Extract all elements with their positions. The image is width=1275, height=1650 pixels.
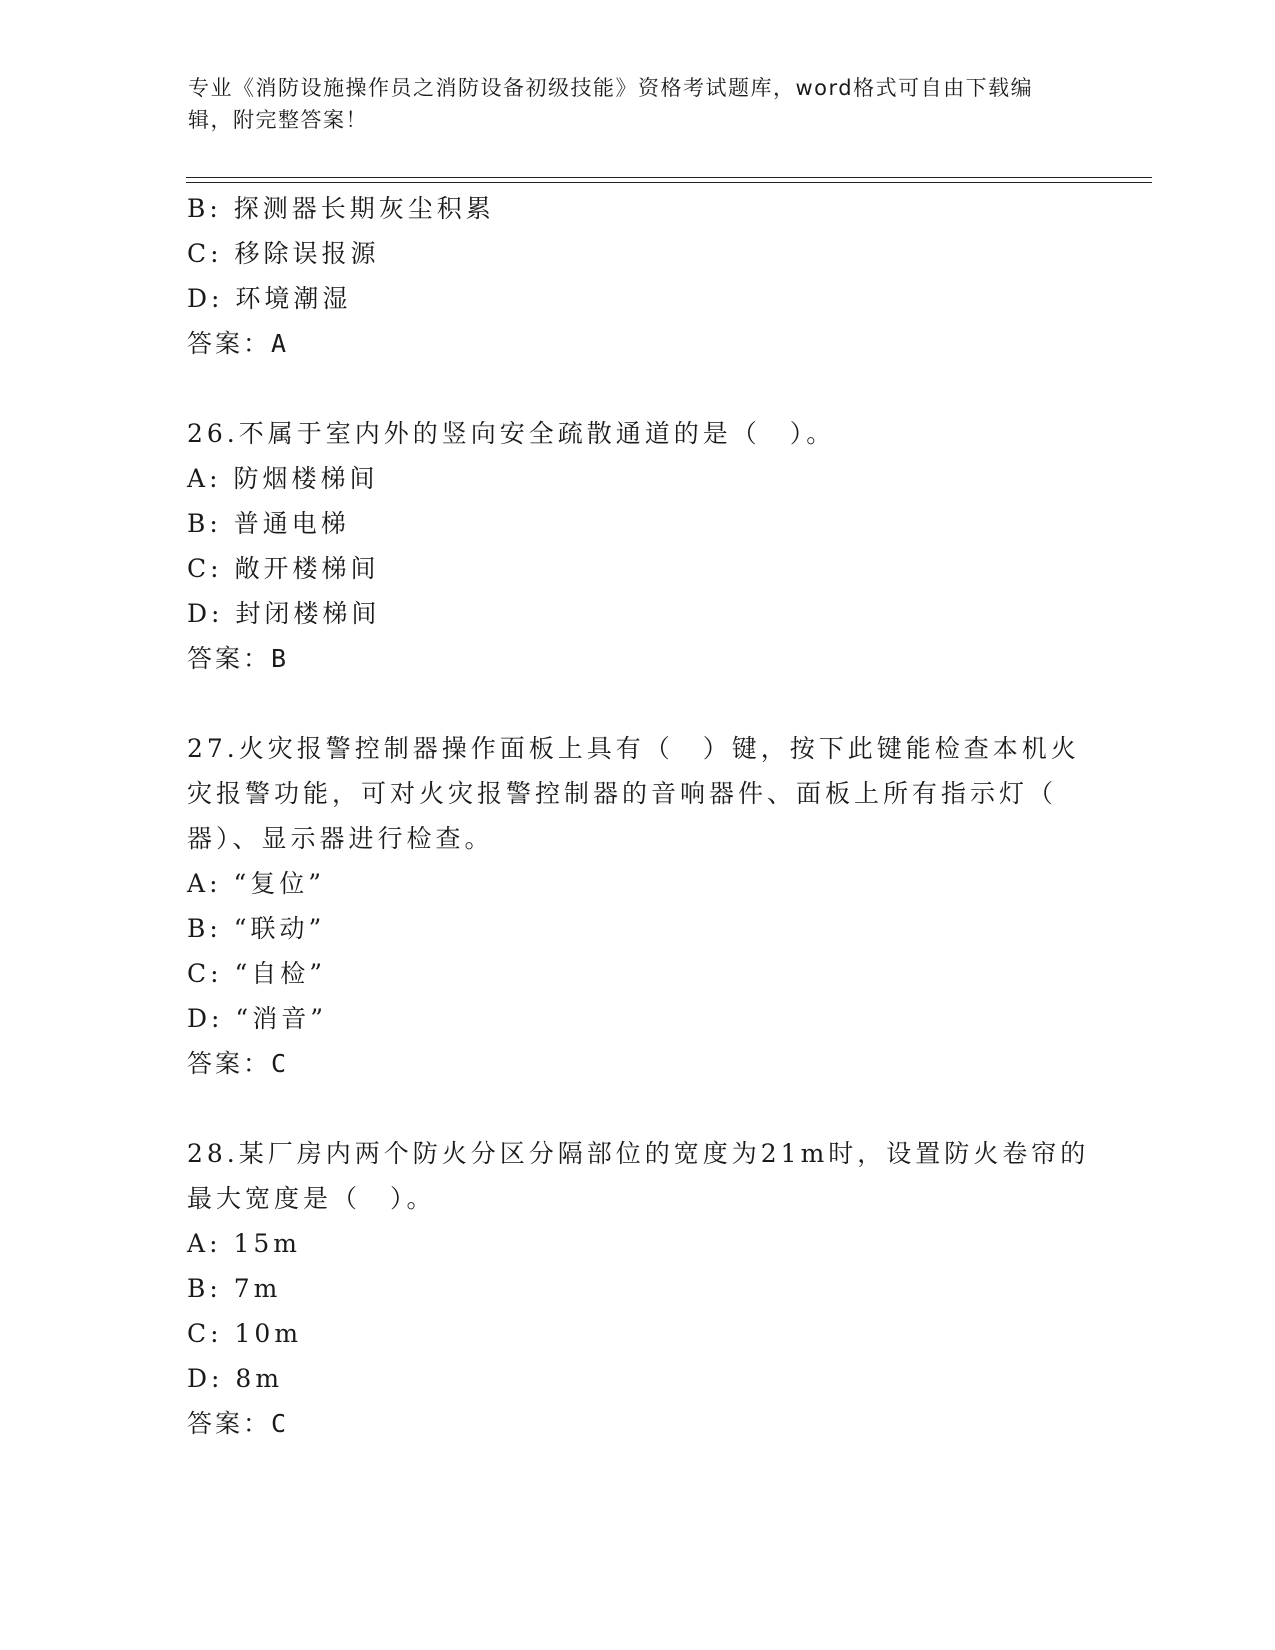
- option-item: C: 敞开楼梯间: [187, 554, 380, 583]
- question-stem: [187, 734, 1080, 764]
- question-number: 28.: [187, 1139, 239, 1168]
- option-text: “消音”: [235, 1004, 327, 1033]
- option-label: D: [187, 1004, 212, 1033]
- option-text: 敞开楼梯间: [234, 554, 380, 583]
- question-stem-line: 不属于室内外的竖向安全疏散通道的是（ ）。: [238, 419, 836, 448]
- answer-label: 答案：: [187, 1049, 272, 1078]
- answer-label: 答案：: [187, 644, 272, 673]
- question-stem-line: 器）、显示器进行检查。: [187, 824, 494, 853]
- option-item: C: 移除误报源: [187, 239, 380, 268]
- answer-line: [187, 644, 289, 674]
- option-label: B: [187, 194, 210, 223]
- option-text: 封闭楼梯间: [235, 599, 381, 628]
- option-item: D: 环境潮湿: [187, 284, 352, 313]
- question-stem-continued: [187, 824, 494, 854]
- option-text: 普通电梯: [233, 509, 350, 538]
- option-text: 探测器长期灰尘积累: [233, 194, 495, 223]
- option-item: A: 15m: [187, 1229, 301, 1258]
- question-stem-line: 某厂房内两个防火分区分隔部位的宽度为21m时，设置防火卷帘的: [238, 1139, 1090, 1168]
- option-item: B: 7m: [187, 1274, 282, 1303]
- option-text: 移除误报源: [234, 239, 380, 268]
- option-text: 15m: [233, 1229, 301, 1258]
- answer-value: A: [271, 329, 290, 358]
- question-stem-line: 最大宽度是（ ）。: [187, 1184, 436, 1213]
- option-text: 环境潮湿: [235, 284, 352, 313]
- question-number: 27.: [187, 734, 239, 763]
- option-text: 10m: [234, 1319, 303, 1348]
- document-header: 专业《消防设施操作员之消防设备初级技能》资格考试题库，word格式可自由下载编辑，附完整答案！: [188, 76, 1034, 132]
- answer-value: C: [271, 1409, 290, 1438]
- answer-value: B: [271, 644, 290, 673]
- option-item: D: 8m: [187, 1364, 284, 1393]
- option-label: D: [187, 599, 212, 628]
- header-divider-bottom: [186, 182, 1152, 183]
- option-label: B: [187, 914, 210, 943]
- option-item: C: “自检”: [187, 959, 327, 988]
- option-label: A: [187, 869, 210, 898]
- answer-value: C: [271, 1049, 290, 1078]
- question-stem: [187, 1139, 1089, 1169]
- option-item: D: “消音”: [187, 1004, 327, 1033]
- answer-line: [187, 1049, 289, 1079]
- option-label: C: [187, 959, 211, 988]
- option-text: “自检”: [234, 959, 327, 988]
- option-item: B: 普通电梯: [187, 509, 350, 538]
- option-label: D: [187, 1364, 212, 1393]
- question-stem-line: 灾报警功能，可对火灾报警控制器的音响器件、面板上所有指示灯（: [187, 779, 1058, 808]
- option-text: 7m: [233, 1274, 282, 1303]
- header-divider-top: [186, 177, 1152, 178]
- option-item: A: 防烟楼梯间: [187, 464, 379, 493]
- option-item: B: 探测器长期灰尘积累: [187, 194, 495, 223]
- option-text: “联动”: [233, 914, 326, 943]
- option-item: B: “联动”: [187, 914, 326, 943]
- question-stem: [187, 419, 835, 449]
- option-label: A: [187, 464, 210, 493]
- question-stem-line: 火灾报警控制器操作面板上具有（ ）键，按下此键能检查本机火: [238, 734, 1080, 763]
- option-label: D: [187, 284, 212, 313]
- option-label: A: [187, 1229, 210, 1258]
- option-label: C: [187, 554, 211, 583]
- question-stem-continued: [187, 779, 1057, 809]
- answer-line: [187, 329, 289, 359]
- option-label: C: [187, 239, 211, 268]
- option-text: 8m: [235, 1364, 284, 1393]
- answer-line: [187, 1409, 289, 1439]
- option-item: C: 10m: [187, 1319, 303, 1348]
- answer-label: 答案：: [187, 329, 272, 358]
- question-stem-continued: [187, 1184, 436, 1214]
- question-number: 26.: [187, 419, 239, 448]
- answer-label: 答案：: [187, 1409, 272, 1438]
- option-item: A: “复位”: [187, 869, 325, 898]
- option-text: “复位”: [233, 869, 325, 898]
- option-text: 防烟楼梯间: [233, 464, 379, 493]
- option-label: B: [187, 1274, 210, 1303]
- option-item: D: 封闭楼梯间: [187, 599, 381, 628]
- option-label: B: [187, 509, 210, 538]
- option-label: C: [187, 1319, 211, 1348]
